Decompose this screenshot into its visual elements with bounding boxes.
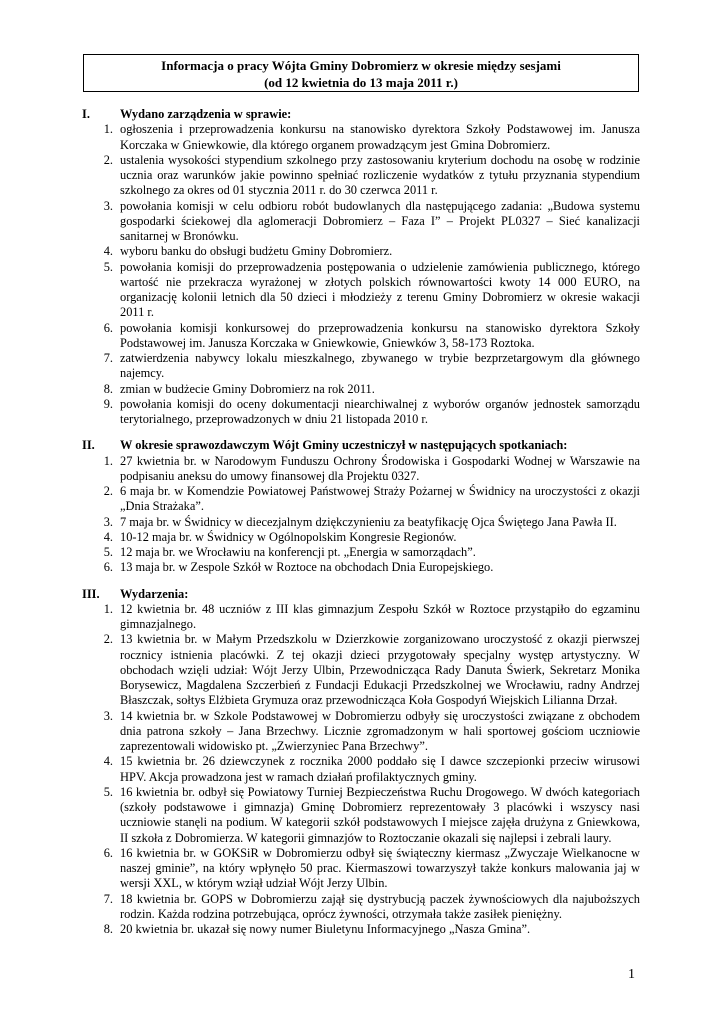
list-item	[82, 484, 640, 515]
section-number: III.	[82, 586, 100, 601]
list-item	[82, 545, 640, 560]
item-text: ogłoszenia i przeprowadzenia konkursu na stanowisko dyrektora Szkoły Podstawowej im. Janusza Korczaka w Gniewkowie, dla którego organem prowadzącym jest Gmina Dobromierz.	[120, 122, 640, 152]
list-item	[82, 515, 640, 530]
list-item	[82, 199, 640, 245]
section-events	[82, 587, 640, 938]
item-number: 4.	[103, 754, 113, 769]
item-text: wyboru banku do obsługi budżetu Gminy Dobromierz.	[120, 244, 393, 259]
list-item	[82, 560, 640, 575]
item-number: 6.	[103, 845, 113, 860]
item-number: 1.	[103, 453, 113, 468]
section-heading	[82, 587, 640, 602]
section-title: W okresie sprawozdawczym Wójt Gminy uczestniczył w następujących spotkaniach:	[120, 438, 568, 453]
item-number: 4.	[103, 244, 113, 259]
list-item	[82, 260, 640, 321]
item-text: powołania komisji w celu odbioru robót budowlanych dla następującego zadania: „Budowa systemu gospodarki ściekowej dla aglomeracji Dobromierz – Faza I” – Projekt PL0327 – Sieć kanalizacji sanitarnej w Bronówku.	[120, 198, 640, 243]
list-item	[82, 846, 640, 892]
item-number: 6.	[103, 560, 113, 575]
section-title: Wydano zarządzenia w sprawie:	[120, 107, 292, 121]
item-number: 4.	[103, 529, 113, 544]
item-number: 8.	[103, 922, 113, 936]
section-ordinances	[82, 107, 640, 427]
item-number: 7.	[103, 891, 113, 906]
list-item	[82, 244, 640, 259]
list-item	[82, 397, 640, 428]
page-number: 1	[628, 967, 635, 982]
section-number: I.	[82, 107, 90, 121]
item-number: 8.	[103, 381, 113, 396]
document-period: (od 12 kwietnia do 13 maja 2011 r.)	[264, 75, 458, 90]
item-number: 1.	[103, 122, 113, 137]
item-number: 9.	[103, 396, 113, 411]
item-number: 3.	[103, 514, 113, 529]
document-body	[82, 107, 640, 948]
item-number: 5.	[103, 784, 113, 799]
list-item	[82, 632, 640, 708]
section-title: Wydarzenia:	[120, 586, 189, 601]
item-number: 2.	[103, 152, 113, 167]
list-item	[82, 785, 640, 846]
list-item	[82, 530, 640, 545]
item-number: 5.	[103, 259, 113, 274]
document-title-box	[83, 54, 639, 92]
item-text: powołania komisji do przeprowadzenia postępowania o udzielenie zamówienia publicznego, którego wartość nie przekracza wyrażonej w złotych polskich równowartości kwoty 14 000 EURO, na organizację kolonii letnich dla 50 dzieci i młodzieży z terenu Gminy Dobromierz w okresie wakacji 2011 r.	[120, 259, 640, 320]
item-number: 3.	[103, 198, 113, 213]
events-list	[82, 602, 640, 938]
item-text: 6 maja br. w Komendzie Powiatowej Państwowej Straży Pożarnej w Świdnicy na uroczystości z okazji „Dnia Strażaka”.	[120, 484, 640, 514]
list-item	[82, 454, 640, 485]
section-heading	[82, 107, 640, 122]
list-item	[82, 351, 640, 382]
item-text: 16 kwietnia br. odbył się Powiatowy Turniej Bezpieczeństwa Ruchu Drogowego. W dwóch kategoriach (szkoły podstawowe i gimnazja) Gminę Dobromierz reprezentowały 3 placówki i wszyscy nasi uczniowie stanęli na podium. W kategorii szkół podstawowych I miejsce zajęła drużyna z Gniewkowa, II szkoła z Dobromierza. W kategorii gimnazjów to Roztoczanie okazali się najlepsi i zebrali laury.	[120, 784, 640, 845]
list-item	[82, 382, 640, 397]
list-item	[82, 922, 640, 937]
list-item	[82, 892, 640, 923]
item-text: 15 kwietnia br. 26 dziewczynek z rocznika 2000 poddało się I dawce szczepionki przeciw wirusowi HPV. Akcja prowadzona jest w ramach działań profilaktycznych gminy.	[120, 754, 640, 784]
item-text: 27 kwietnia br. w Narodowym Funduszu Ochrony Środowiska i Gospodarki Wodnej w Warszawie na podpisaniu aneksu do umowy finansowej dla Projektu 0327.	[120, 453, 640, 483]
list-item	[82, 602, 640, 633]
item-number: 3.	[103, 708, 113, 723]
item-text: zmian w budżecie Gminy Dobromierz na rok 2011.	[120, 381, 375, 396]
item-text: 12 maja br. we Wrocławiu na konferencji pt. „Energia w samorządach”.	[120, 545, 476, 559]
item-number: 7.	[103, 351, 113, 365]
item-text: 13 kwietnia br. w Małym Przedszkolu w Dzierzkowie zorganizowano uroczystość z okazji pierwszej rocznicy istnienia placówki. Z tej okazji dzieci przygotowały specjalny występ artystyczny. W obchodach wzięli udział: Wójt Jerzy Ulbin, Przewodnicząca Rady Danuta Świerk, Sekretarz Monika Borysewicz, Magdalena Szczerbień z Fundacji Edukacji Przedszkolnej we Wrocławiu, radny Andrzej Błaszczak, sołtys Elżbieta Grymuza oraz przewodnicząca Koła Gospodyń Wiejskich Lilianna Drzał.	[120, 632, 640, 708]
item-text: ustalenia wysokości stypendium szkolnego przy zastosowaniu kryterium dochodu na osobę w rodzinie ucznia oraz warunków jakie powinno spełniać rozliczenie wydatków z tytułu przyznania stypendium szkolnego za okres od 01 stycznia 2011 r. do 30 czerwca 2011 r.	[120, 152, 640, 198]
item-text: 12 kwietnia br. 48 uczniów z III klas gimnazjum Zespołu Szkół w Roztoce przystąpiło do egzaminu gimnazjalnego.	[120, 601, 640, 631]
section-meetings	[82, 438, 640, 575]
list-item	[82, 122, 640, 153]
item-number: 2.	[103, 632, 113, 647]
item-number: 6.	[103, 320, 113, 335]
item-text: zatwierdzenia nabywcy lokalu mieszkalnego, zbywanego w trybie bezprzetargowym dla głównego najemcy.	[120, 351, 640, 381]
section-heading	[82, 438, 640, 453]
section-number: II.	[82, 438, 95, 453]
item-text: 10-12 maja br. w Świdnicy w Ogólnopolskim Kongresie Regionów.	[120, 529, 457, 544]
list-item	[82, 321, 640, 352]
item-text: 16 kwietnia br. w GOKSiR w Dobromierzu odbył się świąteczny kiermasz „Zwyczaje Wielkanocne w naszej gminie”, na który wpłynęło 50 prac. Kiermaszowi towarzyszył także konkurs malowania jaj w wersji XXL, w którym wziął udział Wójt Jerzy Ulbin.	[120, 845, 640, 891]
list-item	[82, 153, 640, 199]
meetings-list	[82, 454, 640, 576]
list-item	[82, 709, 640, 755]
list-item	[82, 754, 640, 785]
item-text: powołania komisji do oceny dokumentacji niearchiwalnej z wyborów organów jednostek samorządu terytorialnego, przeprowadzonych w dniu 21 listopada 2010 r.	[120, 396, 640, 426]
item-number: 1.	[103, 601, 113, 616]
item-text: powołania komisji konkursowej do przeprowadzenia konkursu na stanowisko dyrektora Szkoły Podstawowej im. Janusza Korczaka w Gniewkowie, Gniewków 3, 58-173 Roztoka.	[120, 320, 640, 350]
item-number: 5.	[103, 545, 113, 559]
item-text: 7 maja br. w Świdnicy w diecezjalnym dziękczynieniu za beatyfikację Ojca Świętego Jana Pawła II.	[120, 514, 617, 529]
item-text: 20 kwietnia br. ukazał się nowy numer Biuletynu Informacyjnego „Nasza Gmina”.	[120, 922, 531, 936]
item-text: 13 maja br. w Zespole Szkół w Roztoce na obchodach Dnia Europejskiego.	[120, 560, 494, 575]
ordinances-list	[82, 122, 640, 427]
item-text: 14 kwietnia br. w Szkole Podstawowej w Dobromierzu odbyły się uroczystości związane z obchodem dnia patrona szkoły – Jana Brzechwy. Licznie zgromadzonym w hali sportowej gościom uczniowie zaprezentowali widowisko pt. „Zwierzyniec Pana Brzechwy”.	[120, 708, 640, 753]
document-title: Informacja o pracy Wójta Gminy Dobromierz w okresie między sesjami	[161, 58, 561, 73]
item-text: 18 kwietnia br. GOPS w Dobromierzu zajął się dystrybucją paczek żywnościowych dla najuboższych rodzin. Każda rodzina potrzebująca, oprócz żywności, otrzymała także zasiłek pieniężny.	[120, 891, 640, 921]
item-number: 2.	[103, 484, 113, 498]
